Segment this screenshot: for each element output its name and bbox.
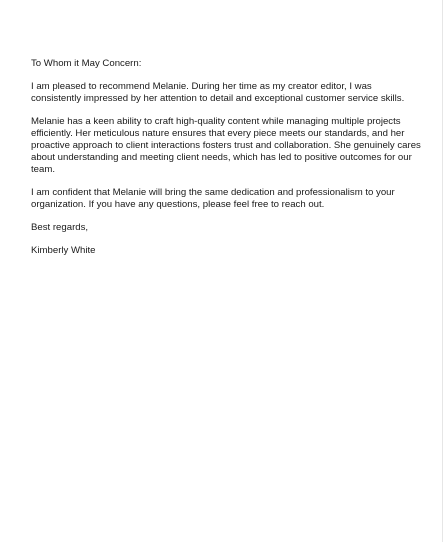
- body-paragraph-3: I am confident that Melanie will bring the same dedication and professionalism to your organization. If you have any questions, please feel free to reach out.: [31, 187, 395, 210]
- signature: Kimberly White: [31, 245, 96, 256]
- recommendation-letter: [31, 58, 423, 268]
- closing: Best regards,: [31, 222, 89, 233]
- body-paragraph-2: Melanie has a keen ability to craft high-quality content while managing multiple projects efficiently. Her meticulous nature ensures that every piece meets our standards, and her proactive approach to client interactions fosters trust and collaboration. She genuinely cares about understanding and meeting client needs, which has led to positive outcomes for our team.: [31, 116, 421, 175]
- body-paragraph-1: I am pleased to recommend Melanie. During her time as my creator editor, I was consistently impressed by her attention to detail and exceptional customer service skills.: [31, 81, 405, 104]
- salutation: To Whom it May Concern:: [31, 58, 142, 69]
